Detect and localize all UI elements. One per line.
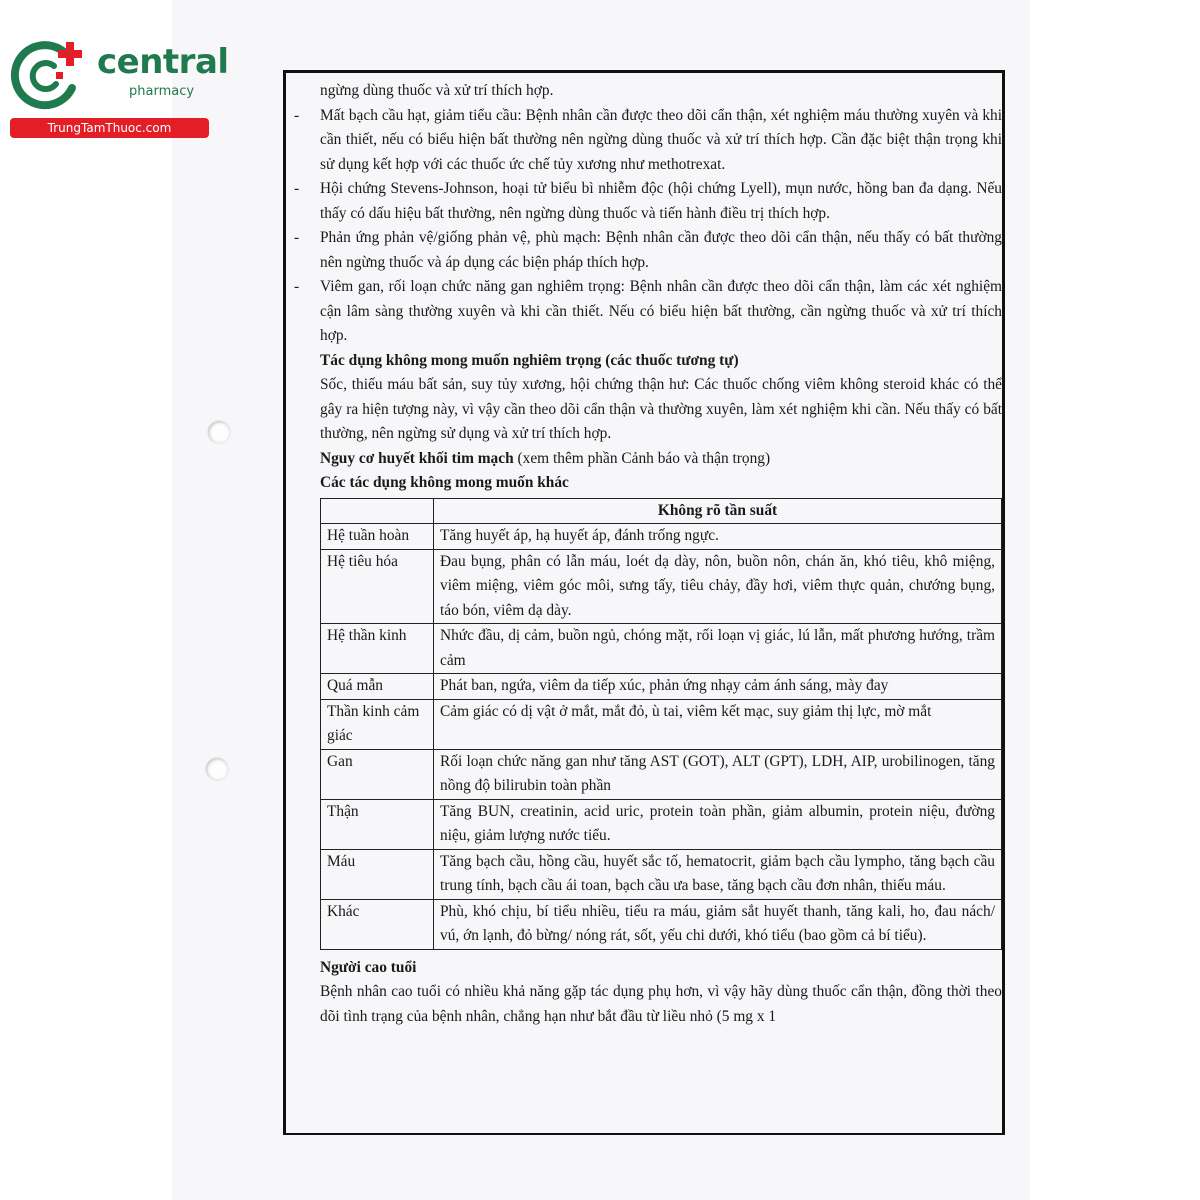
table-row [321, 674, 1002, 700]
effects-cell: Phù, khó chịu, bí tiểu nhiều, tiểu ra máu, giảm sắt huyết thanh, tăng kali, ho, đau nách/ vú, ớn lạnh, đỏ bừng/ nóng rát, sốt, yếu chi dưới, khó tiểu (bao gồm cả bí tiểu). [434, 899, 1002, 949]
bullet-item [294, 275, 1002, 349]
table-row [321, 524, 1002, 550]
table-row [321, 849, 1002, 899]
cv-risk-heading: Nguy cơ huyết khối tim mạch [320, 449, 514, 467]
organ-system-cell: Hệ thần kinh [321, 624, 434, 674]
organ-system-cell: Gan [321, 749, 434, 799]
table-header-frequency: Không rõ tần suất [434, 498, 1002, 524]
organ-system-cell: Thần kinh cảm giác [321, 699, 434, 749]
intro-line: ngừng dùng thuốc và xử trí thích hợp. [320, 82, 554, 99]
table-row [321, 549, 1002, 624]
elderly-text: Bệnh nhân cao tuổi có nhiều khả năng gặp tác dụng phụ hơn, vì vậy hãy dùng thuốc cẩn thận, đồng thời theo dõi tình trạng của bệnh nhân, chẳng hạn như bắt đầu từ liều nhỏ (5 mg x 1 [320, 983, 1002, 1025]
effects-cell: Tăng huyết áp, hạ huyết áp, đánh trống ngực. [434, 524, 1002, 550]
table-row [321, 699, 1002, 749]
logo-name: central [97, 42, 229, 82]
other-effects-heading: Các tác dụng không mong muốn khác [320, 474, 569, 491]
effects-cell: Đau bụng, phân có lẫn máu, loét dạ dày, nôn, buồn nôn, chán ăn, khó tiêu, khô miệng, viêm miệng, viêm góc môi, sưng tấy, tiêu chảy, đầy hơi, viêm thực quản, chướng bụng, táo bón, viêm dạ dày. [434, 549, 1002, 624]
organ-system-cell: Khác [321, 899, 434, 949]
bullet-text: Phản ứng phản vệ/giống phản vệ, phù mạch: Bệnh nhân cần được theo dõi cẩn thận, nếu thấy có bất thường nên ngừng thuốc và áp dụng các biện pháp thích hợp. [320, 229, 1002, 271]
effects-cell: Tăng BUN, creatinin, acid uric, protein toàn phần, giảm albumin, protein niệu, đường niệu, giảm lượng nước tiểu. [434, 799, 1002, 849]
table-row [321, 749, 1002, 799]
organ-system-cell: Quá mẫn [321, 674, 434, 700]
bullet-dash: - [294, 106, 300, 124]
punch-hole-bottom [206, 758, 228, 780]
logo-url-badge[interactable]: TrungTamThuoc.com [10, 118, 209, 138]
central-pharmacy-logo[interactable] [10, 38, 229, 138]
pharmacy-cross-logo-icon [10, 38, 90, 114]
cv-risk-note: (xem thêm phần Cảnh báo và thận trọng) [513, 449, 771, 467]
effects-cell: Rối loạn chức năng gan như tăng AST (GOT), ALT (GPT), LDH, AIP, urobilinogen, tăng nồng độ bilirubin toàn phần [434, 749, 1002, 799]
document-content [294, 79, 1002, 1029]
organ-system-cell: Hệ tiêu hóa [321, 549, 434, 624]
bullet-item [294, 226, 1002, 275]
serious-effects-text: Sốc, thiếu máu bất sản, suy tủy xương, hội chứng thận hư: Các thuốc chống viêm không steroid khác có thể gây ra hiện tượng này, vì vậy cần theo dõi cẩn thận và thường xuyên, làm xét nghiệm khi cần. Nếu thấy có bất thường, nên ngừng sử dụng và xử trí thích hợp. [320, 376, 1002, 442]
effects-cell: Phát ban, ngứa, viêm da tiếp xúc, phản ứng nhạy cảm ánh sáng, mày đay [434, 674, 1002, 700]
table-row [321, 799, 1002, 849]
bullet-dash: - [294, 278, 300, 295]
document-frame [283, 70, 1005, 1135]
bullet-text: Mất bạch cầu hạt, giảm tiểu cầu: Bệnh nhân cần được theo dõi cẩn thận, xét nghiệm máu thường xuyên và khi cần thiết, nếu có biểu hiện bất thường nên ngừng dùng thuốc và xử trí thích hợp. Cần đặc biệt thận trọng khi sử dụng kết hợp với các thuốc ức chế tủy xương như methotrexat. [320, 106, 1002, 173]
bullet-text: Hội chứng Stevens-Johnson, hoại tử biểu bì nhiễm độc (hội chứng Lyell), mụn nước, hồng ban đa dạng. Nếu thấy có dấu hiệu bất thường, nên ngừng dùng thuốc và tiến hành điều trị thích hợp. [320, 180, 1002, 222]
bullet-item [294, 177, 1002, 226]
elderly-heading: Người cao tuổi [320, 958, 417, 976]
logo-subtitle: pharmacy [129, 84, 195, 99]
table-header-row [321, 498, 1002, 524]
effects-cell: Tăng bạch cầu, hồng cầu, huyết sắc tố, hematocrit, giảm bạch cầu lympho, tăng bạch cầu trung tính, bạch cầu ái toan, bạch cầu ưa base, tăng bạch cầu đơn nhân, thiếu máu. [434, 849, 1002, 899]
bullet-item [294, 104, 1002, 178]
effects-cell: Cảm giác có dị vật ở mắt, mắt đỏ, ù tai, viêm kết mạc, suy giảm thị lực, mờ mắt [434, 699, 1002, 749]
bullet-dash: - [294, 229, 300, 246]
cv-risk-line [320, 447, 1002, 472]
table-row [321, 899, 1002, 949]
table-row [321, 624, 1002, 674]
effects-cell: Nhức đầu, dị cảm, buồn ngủ, chóng mặt, rối loạn vị giác, lú lẫn, mất phương hướng, trầm cảm [434, 624, 1002, 674]
punch-hole-top [208, 421, 230, 443]
bullet-dash: - [294, 180, 300, 197]
bullet-text: Viêm gan, rối loạn chức năng gan nghiêm trọng: Bệnh nhân cần được theo dõi cẩn thận, làm các xét nghiệm cận lâm sàng thường xuyên và khi cần thiết. Nếu có biểu hiện bất thường, cần ngừng thuốc và xử trí thích hợp. [320, 278, 1002, 344]
serious-effects-heading: Tác dụng không mong muốn nghiêm trọng (các thuốc tương tự) [320, 351, 739, 369]
organ-system-cell: Máu [321, 849, 434, 899]
organ-system-cell: Thận [321, 799, 434, 849]
side-effects-table [320, 498, 1002, 950]
organ-system-cell: Hệ tuần hoàn [321, 524, 434, 550]
table-header-empty-cell [321, 498, 434, 524]
